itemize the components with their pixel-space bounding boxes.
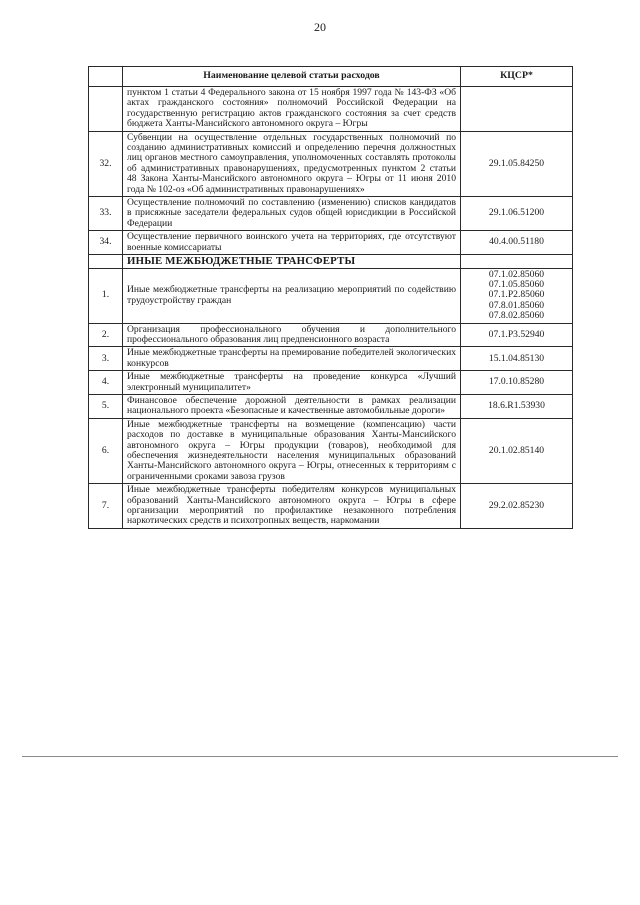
row-name: Осуществление полномочий по составлению (изменению) списков кандидатов в присяжные заседатели федеральных судов общей юрисдикции в Российской Федерации: [123, 197, 461, 231]
row-code-cell: [461, 231, 573, 255]
row-code: 15.1.04.85130: [488, 352, 545, 364]
row-code-cell: [461, 371, 573, 395]
row-code: 29.2.02.85230: [488, 499, 545, 511]
row-number: 32.: [89, 131, 123, 196]
header-code-cell: КЦСР*: [461, 67, 573, 87]
row-number: 5.: [89, 394, 123, 418]
page-bottom-rule: [22, 756, 618, 757]
table-row: [89, 484, 573, 529]
row-number: 6.: [89, 418, 123, 483]
row-code: 07.8.02.85060: [488, 310, 545, 322]
row-name: Осуществление первичного воинского учета на территориях, где отсутствуют военные комиссариаты: [123, 231, 461, 255]
row-name: Иные межбюджетные трансферты на возмещение (компенсацию) части расходов по доставке в муниципальные образования Ханты-Мансийского автономного округа – Югры продукции (товаров), необходимой для обеспечения жизнедеятельности населения муниципальных образований Ханты-Мансийского автономного округа – Югры, отнесенных к территориям с ограниченными сроками завоза грузов: [123, 418, 461, 483]
row-name: Иные межбюджетные трансферты на реализацию мероприятий по содействию трудоустройству граждан: [123, 268, 461, 323]
table-row: [89, 231, 573, 255]
row-code: 07.8.01.85060: [488, 299, 545, 311]
row-code: 29.1.06.51200: [488, 207, 545, 219]
row-code-cell: [461, 394, 573, 418]
row-code: 07.1.05.85060: [488, 278, 545, 290]
row-code: 07.1.02.85060: [488, 268, 545, 280]
table-row: [89, 371, 573, 395]
row-number: [89, 87, 123, 132]
section-title: ИНЫЕ МЕЖБЮДЖЕТНЫЕ ТРАНСФЕРТЫ: [123, 255, 461, 268]
table-row: [89, 131, 573, 196]
expense-articles-table: [88, 66, 573, 529]
section-row: [89, 255, 573, 268]
section-number-cell: [89, 255, 123, 268]
row-code-cell: [461, 418, 573, 483]
row-name: Субвенции на осуществление отдельных государственных полномочий по созданию административных комиссий и определению перечня должностных лиц органов местного самоуправления, уполномоченных составлять протоколы об административных правонарушениях, предусмотренных пунктом 2 статьи 48 Закона Ханты-Мансийского автономного округа – Югры от 11 июня 2010 года № 102-оз «Об административных правонарушениях»: [123, 131, 461, 196]
row-code-cell: [461, 197, 573, 231]
table-body: [89, 87, 573, 529]
row-code: 40.4.00.51180: [489, 236, 544, 248]
row-number: 2.: [89, 323, 123, 347]
header-name-cell: Наименование целевой статьи расходов: [123, 67, 461, 87]
table-row: [89, 394, 573, 418]
row-name: Иные межбюджетные трансферты победителям конкурсов муниципальных образований Ханты-Мансийского автономного округа – Югры в сфере организации мероприятий по профилактике незаконного потребления наркотических средств и психотропных веществ, наркомании: [123, 484, 461, 529]
row-code: 29.1.05.84250: [488, 157, 545, 169]
row-code: 07.1.Р3.52940: [488, 328, 545, 340]
row-code-cell: [461, 268, 573, 323]
row-name: Организация профессионального обучения и дополнительного профессионального образования лиц предпенсионного возраста: [123, 323, 461, 347]
table-row: [89, 197, 573, 231]
row-code-cell: [461, 87, 573, 132]
row-code: 20.1.02.85140: [488, 444, 545, 456]
table-row: [89, 323, 573, 347]
row-code-cell: [461, 323, 573, 347]
row-code: 07.1.Р2.85060: [488, 289, 545, 301]
table-row: [89, 268, 573, 323]
header-number-cell: [89, 67, 123, 87]
row-code: 17.0.10.85280: [488, 376, 545, 388]
table-row: [89, 347, 573, 371]
table-row: [89, 87, 573, 132]
row-number: 34.: [89, 231, 123, 255]
row-number: 33.: [89, 197, 123, 231]
section-code-cell: [461, 255, 573, 268]
table-row: [89, 418, 573, 483]
page-number: 20: [314, 20, 326, 34]
row-number: 1.: [89, 268, 123, 323]
row-name: Иные межбюджетные трансферты на проведение конкурса «Лучший электронный муниципалитет»: [123, 371, 461, 395]
row-number: 4.: [89, 371, 123, 395]
row-code-cell: [461, 347, 573, 371]
row-name: пунктом 1 статьи 4 Федерального закона от 15 ноября 1997 года № 143-ФЗ «Об актах гражданского состояния» полномочий Российской Федерации на государственную регистрацию актов гражданского состояния за счет средств бюджета Ханты-Мансийского автономного округа – Югры: [123, 87, 461, 132]
row-name: Иные межбюджетные трансферты на премирование победителей экологических конкурсов: [123, 347, 461, 371]
row-number: 3.: [89, 347, 123, 371]
row-code-cell: [461, 484, 573, 529]
row-code-cell: [461, 131, 573, 196]
row-number: 7.: [89, 484, 123, 529]
row-code: 18.6.R1.53930: [488, 400, 545, 412]
row-name: Финансовое обеспечение дорожной деятельности в рамках реализации национального проекта «Безопасные и качественные автомобильные дороги»: [123, 394, 461, 418]
table-header-row: [89, 67, 573, 87]
